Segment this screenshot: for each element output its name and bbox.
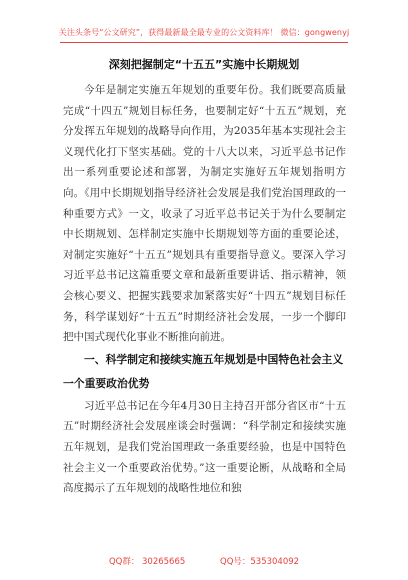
header-promo-text: 关注头条号“公文研究”，获得最新最全最专业的公文资料库！ 微信：gongwenyj [58,28,350,37]
paragraph-intro: 今年是制定实施五年规划的重要年份。我们既要高质量完成“十四五”规划目标任务，也要制定好“十五五”规划，充分发挥五年规划的战略导向作用，为2035年基本实现社会主义现代化打下坚实基础。党的十八大以来，习近平总书记作出一系列重要论述和部署，为制定实施好五年规划指明方向。《用中长期规划指导经济社会发展是我们党治国理政的一种重要方式》一文，收录了习近平总书记关于为什么要制定中长期规划、怎样制定实施中长期规划等方面的重要论述，对制定实施好“十五五”规划具有重要指导意义。要深入学习习近平总书记这篇重要文章和最新重要讲话、指示精神，领会核心要义、把握实践要求加紧落实好“十四五”规划目标任务，科学谋划好“十五五”时期经济社会发展，一步一个脚印把中国式现代化事业不断推向前进。 [63,84,346,344]
footer-qq-group: QQ群： 30265665 [108,557,186,567]
header-divider [60,42,348,43]
footer-qq-number: QQ号：535304092 [220,557,300,567]
document-title: 深刻把握制定“十五五”实施中长期规划 [108,58,300,71]
page-header [0,0,408,62]
page-footer [0,555,408,567]
section-heading-1: 一、科学制定和接续实施五年规划是中国特色社会主义一个重要政治优势 [63,352,344,390]
document-body [63,80,346,499]
paragraph-section-1: 习近平总书记在今年4月30日主持召开部分省区市“十五五”时期经济社会发展座谈会时强调：“科学制定和接续实施五年规划，是我们党治国理政一条重要经验，也是中国特色社会主义一个重要政治优势。”这一重要论断，从战略和全局高度揭示了五年规划的战略性地位和独 [63,399,346,495]
